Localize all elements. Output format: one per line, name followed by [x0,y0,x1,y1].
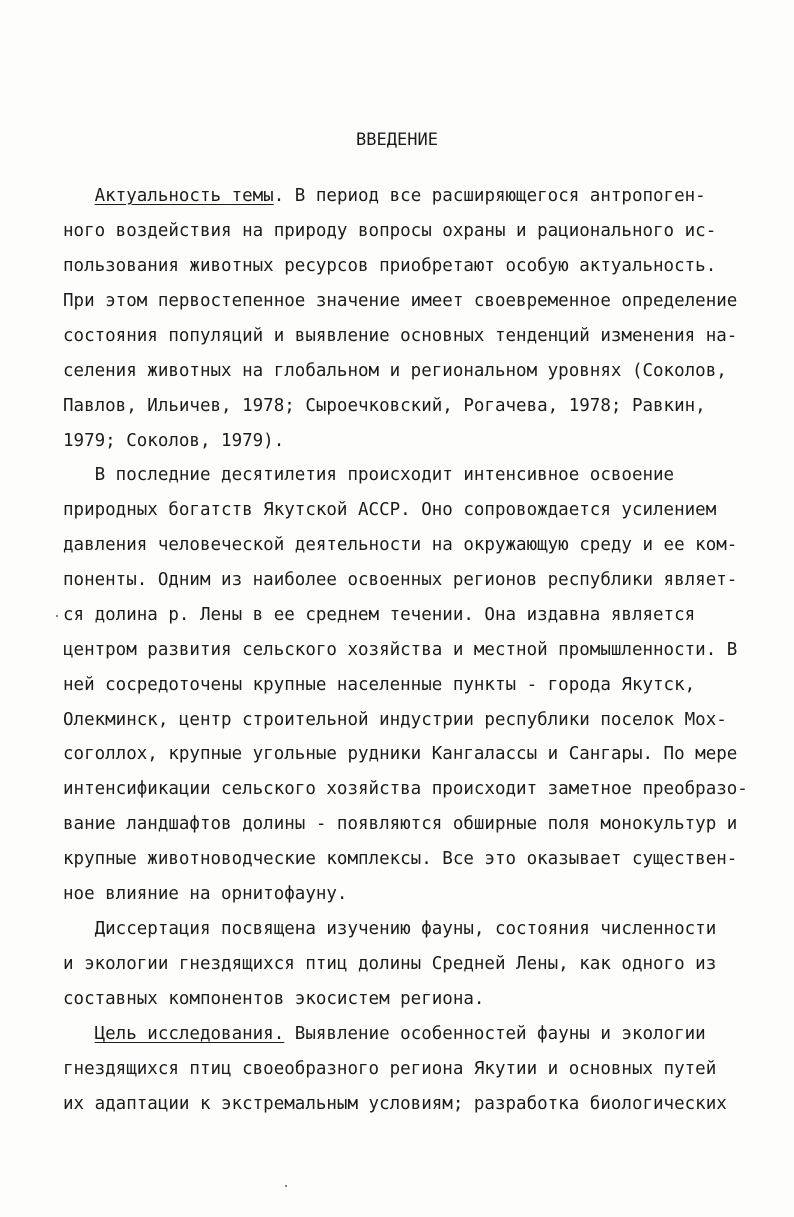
text-line: крупные животноводческие комплексы. Все это оказывает существен- [63,849,738,869]
text-line: В последние десятилетия происходит интенсивное освоение [63,465,675,485]
page-title: ВВЕДЕНИЕ [356,130,438,150]
text-line: вание ландшафтов долины - появляются обширные поля монокультур и [63,814,738,834]
text-line: Олекминск, центр строительной индустрии республики поселок Мох- [63,710,727,730]
text-line: пользования животных ресурсов приобретают особую актуальность. [63,256,717,276]
scan-speck [285,1185,287,1187]
text-line: их адаптации к экстремальным условиям; разработка биологических [63,1094,727,1114]
text-line: Павлов, Ильичев, 1978; Сыроечковский, Рогачева, 1978; Равкин, [63,396,706,416]
text-line: ного воздействия на природу вопросы охраны и рационального ис- [63,221,717,241]
text-line: Актуальность темы. В период все расширяющегося антропоген- [94,186,706,206]
section-heading-relevance: Актуальность темы [94,186,274,206]
text-line: составных компонентов экосистем региона. [63,989,485,1009]
text-line: Диссертация посвящена изучению фауны, состояния численности [63,919,717,939]
text-line: Цель исследования. Выявление особенностей фауны и экологии [94,1024,706,1044]
text-line: 1979; Соколов, 1979). [63,431,285,451]
text-line: состояния популяций и выявление основных тенденций изменения на- [63,326,738,346]
text-line: селения животных на глобальном и региональном уровнях (Соколов, [63,361,727,381]
text-line: интенсификации сельского хозяйства происходит заметное преобразо- [63,779,748,799]
scan-speck [56,615,58,617]
text-line: и экологии гнездящихся птиц долины Средней Лены, как одного из [63,954,717,974]
text-line: центром развития сельского хозяйства и местной промышленности. В [63,640,738,660]
text-line: ней сосредоточены крупные населенные пункты - города Якутск, [63,675,696,695]
text-line: ся долина р. Лены в ее среднем течении. Она издавна является [63,605,696,625]
text-line: природных богатств Якутской АССР. Оно сопровождается усилением [63,500,717,520]
text-line: гнездящихся птиц своеобразного региона Якутии и основных путей [63,1059,717,1079]
text-line: При этом первостепенное значение имеет своевременное определение [63,291,738,311]
text-line: соголлох, крупные угольные рудники Кангалассы и Сангары. По мере [63,744,738,764]
section-heading-goal: Цель исследования. [94,1024,285,1044]
text-line: поненты. Одним из наиболее освоенных регионов республики являет- [63,570,738,590]
text-line: давления человеческой деятельности на окружающую среду и ее ком- [63,535,738,555]
text-line: ное влияние на орнитофауну. [63,884,348,904]
